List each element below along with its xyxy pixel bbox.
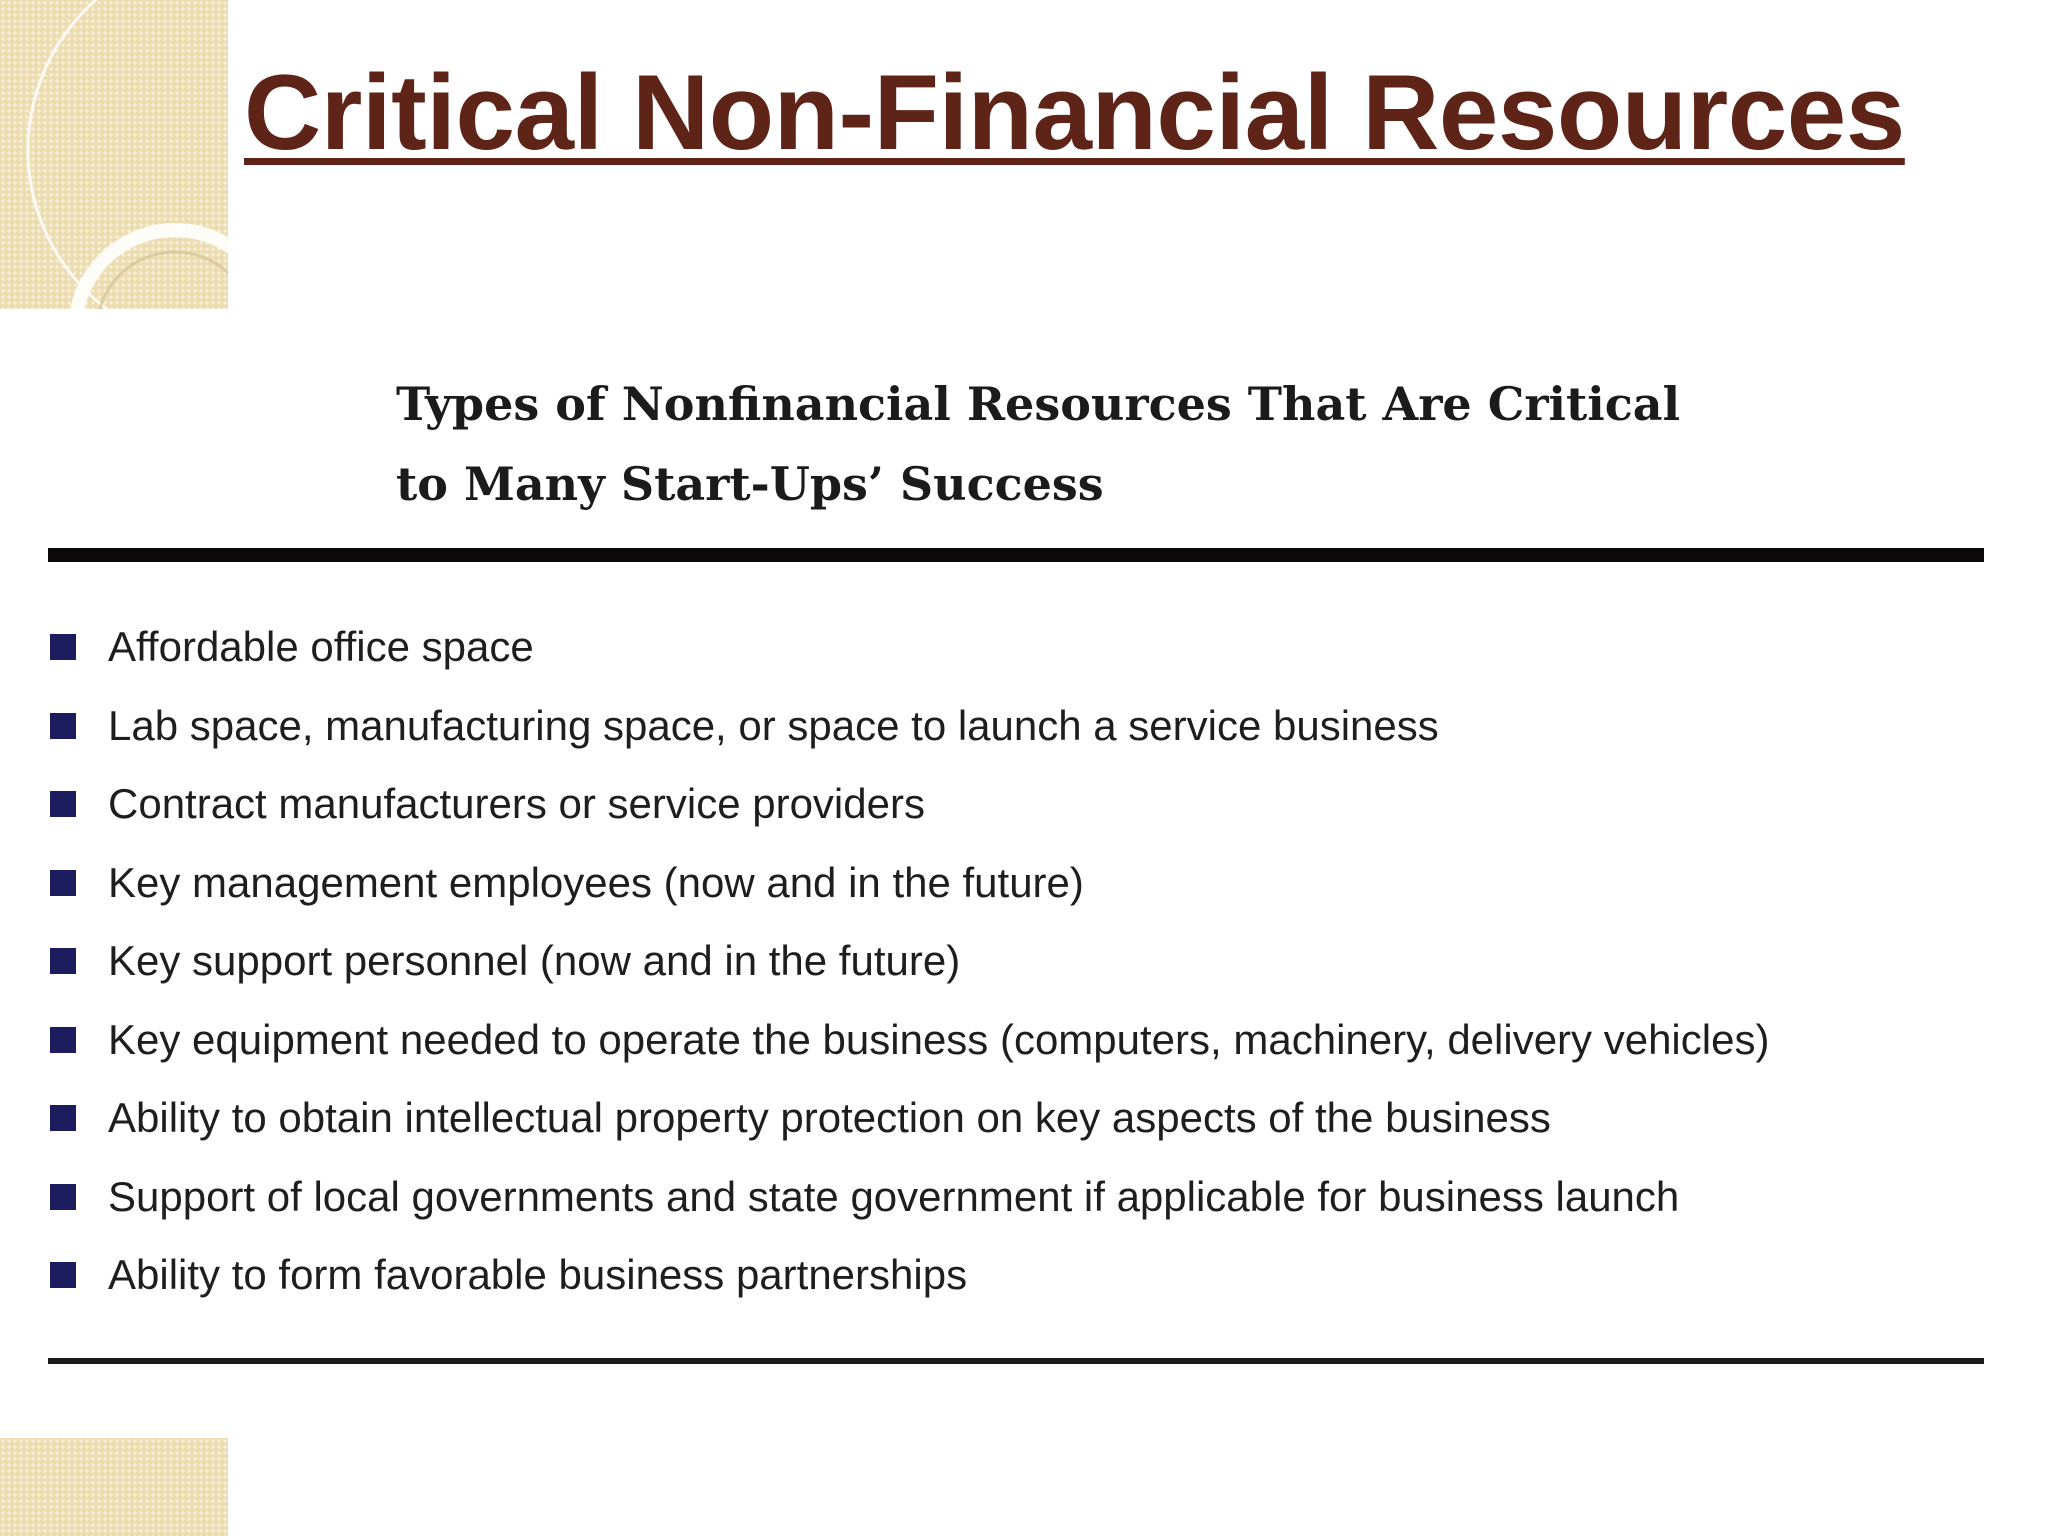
square-bullet-icon [50,1262,76,1288]
list-item [50,936,1769,1015]
list-item-text: Contract manufacturers or service providers [108,780,925,827]
list-item-text: Ability to obtain intellectual property protection on key aspects of the business [108,1094,1551,1141]
list-item-text: Key equipment needed to operate the business (computers, machinery, delivery vehicles) [108,1015,1770,1063]
square-bullet-icon [50,1027,76,1053]
list-item-text: Key management employees (now and in the future) [108,858,1084,906]
resource-list [50,622,1769,1329]
square-bullet-icon [50,870,76,896]
list-item-text: Lab space, manufacturing space, or space to launch a service business [108,701,1439,749]
top-divider [48,548,1984,562]
list-item [50,1172,1769,1251]
corner-decoration-top [0,0,228,309]
list-item-text: Ability to form favorable business partnerships [108,1251,968,1298]
list-item [50,779,1769,858]
square-bullet-icon [50,1105,76,1131]
bottom-divider [48,1358,1984,1364]
list-item [50,858,1769,937]
square-bullet-icon [50,713,76,739]
list-item [50,622,1769,701]
square-bullet-icon [50,1184,76,1210]
slide-title: Critical Non-Financial Resources [244,52,1905,172]
square-bullet-icon [50,948,76,974]
corner-decoration-bottom [0,1438,228,1536]
list-item [50,1250,1769,1329]
square-bullet-icon [50,791,76,817]
decorative-arcs-icon [0,0,228,309]
square-bullet-icon [50,634,76,660]
figure-heading-line-2: to Many Start-Ups’ Success [396,457,1104,511]
figure-heading [396,364,1896,524]
list-item-text: Affordable office space [108,623,534,670]
list-item [50,1093,1769,1172]
list-item [50,1015,1769,1094]
list-item-text: Support of local governments and state government if applicable for business launch [108,1172,1680,1220]
list-item-text: Key support personnel (now and in the future) [108,937,961,984]
list-item [50,701,1769,780]
figure-heading-line-1: Types of Nonfinancial Resources That Are Critical [396,377,1681,431]
